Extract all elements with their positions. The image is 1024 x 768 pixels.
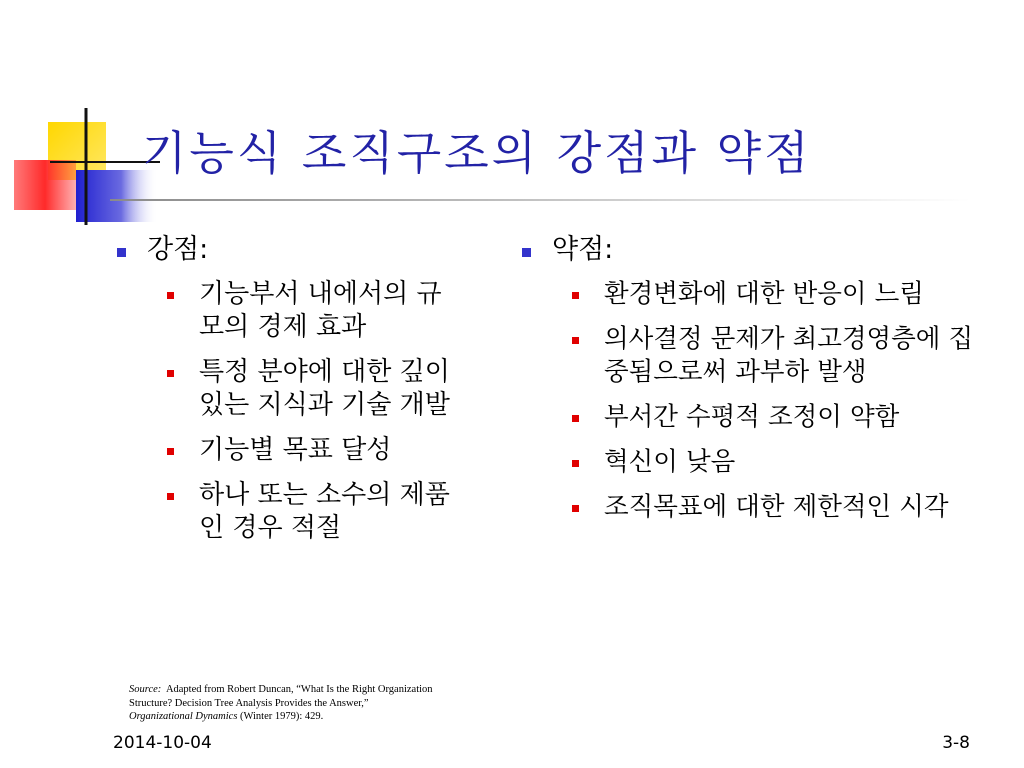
strengths-list xyxy=(113,278,473,545)
list-item-text: 의사결정 문제가 최고경영층에 집중됨으로써 과부하 발생 xyxy=(604,324,974,387)
source-label: Source: xyxy=(129,684,162,695)
weaknesses-list xyxy=(518,278,998,524)
weaknesses-column xyxy=(518,232,998,536)
list-item xyxy=(518,401,998,434)
slide-title: 기능식 조직구조의 강점과 약점 xyxy=(142,126,812,180)
red-bullet-icon xyxy=(572,292,579,299)
list-item xyxy=(113,479,473,545)
red-bullet-icon xyxy=(572,415,579,422)
source-text: Adapted from Robert Duncan, “What Is the Right Organization Structure? Decision Tree Analysis Provides the Answer,” xyxy=(129,684,433,709)
red-bullet-icon xyxy=(572,460,579,467)
strengths-column xyxy=(113,232,473,557)
strengths-heading-text: 강점: xyxy=(147,234,209,265)
red-bullet-icon xyxy=(167,370,174,377)
page-number: 3-8 xyxy=(942,733,970,753)
list-item-text: 부서간 수평적 조정이 약함 xyxy=(604,402,900,432)
red-bullet-icon xyxy=(167,448,174,455)
blue-bullet-icon xyxy=(117,248,126,257)
weaknesses-heading xyxy=(518,232,998,268)
list-item xyxy=(518,278,998,311)
red-bullet-icon xyxy=(572,337,579,344)
blue-bullet-icon xyxy=(522,248,531,257)
list-item xyxy=(518,446,998,479)
list-item-text: 하나 또는 소수의 제품인 경우 적절 xyxy=(199,480,450,543)
list-item xyxy=(113,434,473,467)
list-item xyxy=(113,356,473,422)
list-item-text: 조직목표에 대한 제한적인 시각 xyxy=(604,492,949,522)
strengths-heading xyxy=(113,232,473,268)
list-item xyxy=(518,323,998,389)
source-journal: Organizational Dynamics xyxy=(129,711,238,722)
red-square xyxy=(14,160,76,210)
weaknesses-heading-text: 약점: xyxy=(552,234,614,265)
list-item-text: 기능부서 내에서의 규모의 경제 효과 xyxy=(199,279,442,342)
list-item-text: 특정 분야에 대한 깊이 있는 지식과 기술 개발 xyxy=(199,357,450,420)
list-item-text: 혁신이 낮음 xyxy=(604,447,736,477)
red-bullet-icon xyxy=(572,505,579,512)
red-bullet-icon xyxy=(167,292,174,299)
footer-date: 2014-10-04 xyxy=(113,733,212,753)
list-item xyxy=(113,278,473,344)
list-item xyxy=(518,491,998,524)
red-bullet-icon xyxy=(167,493,174,500)
source-citation xyxy=(129,683,474,724)
list-item-text: 환경변화에 대한 반응이 느림 xyxy=(604,279,924,309)
list-item-text: 기능별 목표 달성 xyxy=(199,435,392,465)
title-underline xyxy=(110,199,970,201)
source-tail: (Winter 1979): 429. xyxy=(240,711,324,722)
decorative-squares-logo xyxy=(0,100,160,230)
